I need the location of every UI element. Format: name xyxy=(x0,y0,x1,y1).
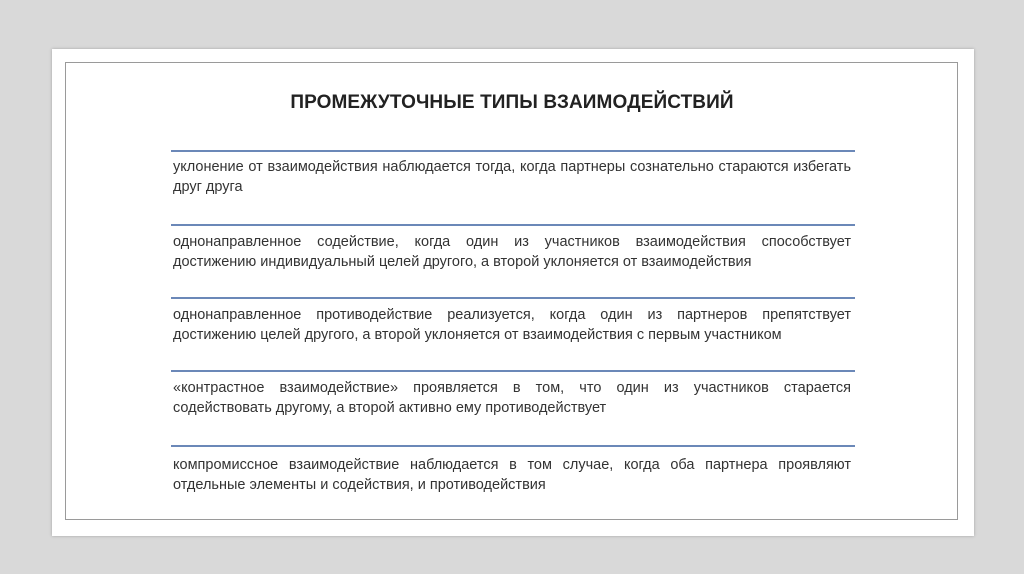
list-item-avoidance: уклонение от взаимодействия наблюдается тогда, когда партнеры сознательно стараются избегать друг друга xyxy=(173,159,851,195)
slide-title: ПРОМЕЖУТОЧНЫЕ ТИПЫ ВЗАИМОДЕЙСТВИЙ xyxy=(290,92,734,113)
list-item-one-way-assistance: однонаправленное содействие, когда один из участников взаимодействия способствует достижению индивидуальный целей другого, а второй уклоняется от взаимодействия xyxy=(173,234,851,270)
list-item-one-way-opposition: однонаправленное противодействие реализуется, когда один из партнеров препятствует достижению целей другого, а второй уклоняется от взаимодействия с первым участником xyxy=(173,307,851,343)
divider-line xyxy=(171,297,855,299)
slide xyxy=(52,49,974,536)
list-item-compromise-interaction: компромиссное взаимодействие наблюдается в том случае, когда оба партнера проявляют отдельные элементы и содействия, и противодействия xyxy=(173,457,851,493)
divider-line xyxy=(171,224,855,226)
divider-line xyxy=(171,150,855,152)
slide-frame xyxy=(65,62,958,520)
divider-line xyxy=(171,445,855,447)
list-item-contrast-interaction: «контрастное взаимодействие» проявляется в том, что один из участников старается содействовать другому, а второй активно ему противодействует xyxy=(173,380,851,416)
divider-line xyxy=(171,370,855,372)
